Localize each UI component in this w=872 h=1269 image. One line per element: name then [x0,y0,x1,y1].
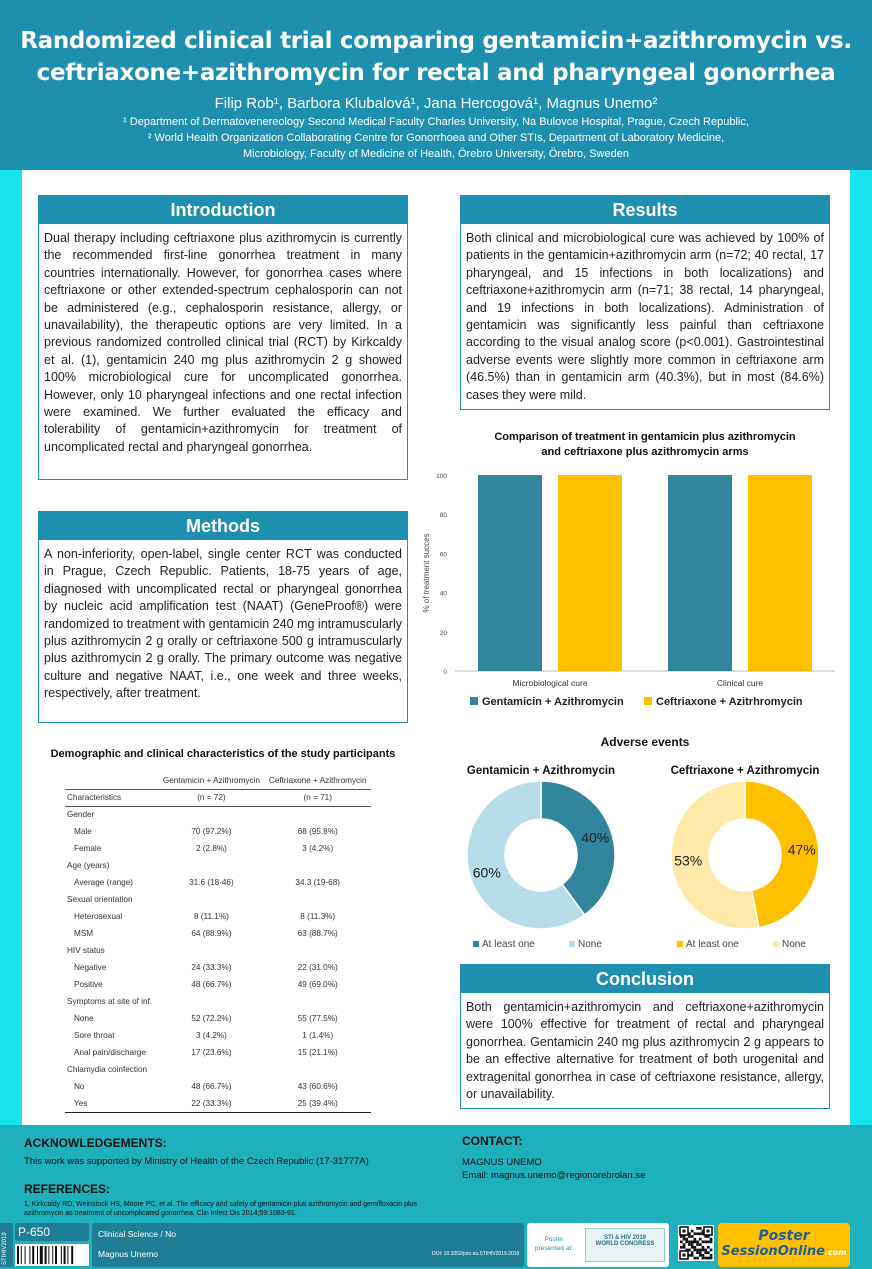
table-cell-label: Age (years) [67,861,110,870]
table-cell-gent: 3 (4.2%) [195,1031,227,1040]
barcode-bar [45,1246,47,1264]
donut-legend-label: At least one [686,939,739,950]
table-cell-label: None [74,1014,94,1023]
qr-module [710,1254,713,1257]
qr-module [699,1243,702,1246]
table-row [65,908,371,925]
table-cell-label: No [74,1082,85,1091]
table-row [65,857,371,874]
qr-module [707,1246,710,1249]
table-cell-ceft: 1 (1.4%) [302,1031,334,1040]
table-header-blank [65,772,158,789]
qr-module [710,1249,713,1252]
table-row [65,1078,371,1095]
qr-module [699,1232,702,1235]
table-cell-gent: 48 (66.7%) [191,980,232,989]
table-cell-gent: 52 (72.2%) [191,1014,232,1023]
congress-logo-line-2: WORLD CONGRESS [595,1241,655,1247]
donut-legend-label: None [578,939,602,950]
methods-text: A non-inferiority, open-label, single center RCT was conducted in Prague, Czech Republic. Patients, 18-75 years of age, diagnosed with uncomplicated rectal or pharyngeal gonorrhea by nucleic acid amplification test (NAAT) (GeneProof®) were randomized to treatment with gentamicin 240 mg intramuscularly plus azithromycin 2 g orally or ceftriaxone 500 g intramuscularly plus azithromycin 2 g orally. The primary outcome was negative culture and negative NAAT, i.e., one week and three weeks, respectively, after treatment. [44,547,402,701]
qr-module [702,1246,705,1249]
qr-module [696,1227,699,1230]
barcode-bar [29,1246,30,1264]
qr-module [699,1249,702,1252]
table-cell-ceft [264,806,371,823]
legend-label: Ceftriaxone + Azitrhromycin [656,696,803,708]
table-cell-gent [158,806,264,823]
acknowledgements-text: This work was supported by Ministry of Health of the Czech Republic (17-31777A) [24,1156,369,1167]
table-cell-gent [158,891,264,908]
table-cell-label: Female [74,844,102,853]
barcode-bar [21,1246,22,1264]
side-code: STIHIV2019 [2,1232,8,1265]
bar-ceftriaxone [748,475,812,671]
qr-module [704,1241,707,1244]
barcode-bar [71,1246,73,1264]
methods-heading: Methods [39,512,407,540]
table-header-gent: Gentamicin + Azithromycin [158,772,264,789]
qr-module [691,1243,694,1246]
donut-title: Gentamicin + Azithromycin [466,765,616,777]
table-cell-label: Positive [74,980,103,989]
table-cell-gent [158,993,264,1010]
donut-value-label: 47% [787,841,816,858]
barcode-bar [40,1246,43,1264]
table-row [65,1044,371,1061]
poster-title [0,0,872,89]
donut-legend-label: None [782,939,806,950]
qr-module [707,1251,710,1254]
table-row [65,959,371,976]
affiliation-1: ¹ Department of Dermatovenereology Second Medical Faculty Charles University, Na Bulovce Hospital, Prague, Czech Republic, [123,116,749,128]
barcode-bar [52,1246,53,1264]
qr-module [694,1232,697,1235]
table-cell-label: Chlamydia coinfection [67,1065,148,1074]
presented-at-label: Poster presented at: [535,1236,573,1252]
table-row [65,976,371,993]
barcode-bar [17,1246,19,1264]
table-cell-ceft: 15 (21.1%) [297,1048,338,1057]
qr-module [707,1241,710,1244]
affiliation-3: Microbiology, Faculty of Medicine of Health, Örebro University, Örebro, Sweden [243,148,629,160]
brand-line-2 [718,1244,850,1260]
introduction-text: Dual therapy including ceftriaxone plus azithromycin is currently the recommended first-line gonorrhea treatment in many countries internationally. However, for gonorrhea cases where ceftriaxone or other extended-spectrum cephalosporin can not be administered (e.g., cephalosporin resistance, allergy, or unavailability), the therapeutic options are very limited. In a previous randomized controlled clinical trial (RCT) by Kirkcaldy et al. (1), gentamicin 240 mg plus azithromycin 2 g showed 100% microbiological cure for uncomplicated gonorrhea. However, only 10 pharyngeal infections and one rectal infection were examined. We further evaluated the efficacy and tolerability of gentamicin+azithromycin for treatment of uncomplicated rectal and pharyngeal gonorrhea. [44,231,402,454]
table-cell-gent: 8 (11.1%) [193,912,229,921]
table-cell-label: Heterosexual [74,912,123,921]
table-row [65,891,371,908]
table-cell-ceft [264,857,371,874]
table-cell-gent: 17 (23.6%) [191,1048,232,1057]
donut-value-label: 53% [674,852,703,869]
donut-legend-swatch [569,941,575,947]
table-cell-ceft: 34.3 (19-68) [295,878,341,887]
affiliations [0,114,872,162]
barcode-bar [64,1246,66,1264]
references-text: 1. Kirkcaldy RD, Weinstock HS, Moore PC, et al. The efficacy and safety of gentamicin plus azithromycin and gemifloxacin plus azithromycin as treatment of uncomplicated gonorrhea. Clin Infect Dis 2014;59:1083-91. [24,1201,417,1217]
donut-legend-swatch [773,941,779,947]
table-cell-gent [158,857,264,874]
qr-module [699,1238,702,1241]
qr-module [704,1257,707,1260]
qr-module [710,1241,713,1244]
legend-swatch [470,697,478,705]
table-row [65,823,371,840]
qr-module [694,1257,697,1260]
table-cell-label: Symptoms at site of inf. [67,997,153,1006]
donut-title: Ceftriaxone + Azithromycin [670,765,820,777]
postersessiononline-logo[interactable] [718,1223,850,1267]
table-cell-label: MSM [74,929,94,938]
qr-module [691,1254,694,1257]
adverse-events-title: Adverse events [600,735,690,749]
table-cell-label: Yes [65,1095,158,1112]
barcode-icon [15,1244,89,1266]
bar-chart [415,465,845,715]
brand-name: SessionOnline [721,1244,825,1259]
qr-finder-center [683,1230,686,1233]
results-heading: Results [461,196,829,224]
qr-module [691,1235,694,1238]
qr-module [702,1241,705,1244]
qr-module [691,1230,694,1233]
table-cell-label: HIV status [67,946,105,955]
table-cell-gent: 31.6 (18-46) [189,878,234,887]
table-cell-gent: 2 (2.8%) [195,844,227,853]
author-list: Filip Rob¹, Barbora Klubalová¹, Jana Hercogová¹, Magnus Unemo² [214,95,658,112]
qr-module [680,1246,683,1249]
qr-module [694,1238,697,1241]
congress-logo [585,1228,665,1262]
table-cell-ceft: 63 (88.7%) [297,929,338,938]
qr-code-icon[interactable] [678,1225,714,1261]
donut-value-label: 40% [581,829,610,846]
y-tick-label: 60 [439,551,447,559]
qr-module [696,1241,699,1244]
qr-module [691,1241,694,1244]
contact-name: MAGNUS UNEMO [462,1157,542,1168]
affiliation-2: ² World Health Organization Collaborating Centre for Gonorrhoea and Other STIs, Department of Laboratory Medicine, [147,132,725,144]
table-cell-gent: 70 (97.2%) [191,827,232,836]
qr-module [680,1241,683,1244]
bar-ceftriaxone [558,475,622,671]
barcode-bar [25,1246,26,1264]
barcode-bar [61,1246,62,1264]
barcode-bar [67,1246,68,1264]
qr-module [685,1238,688,1241]
table-cell-gent: 64 (88.9%) [191,929,232,938]
table-cell-gent: (n = 72) [158,789,264,806]
table-cell-label: Gender [67,810,95,820]
congress-panel [527,1223,669,1267]
table-row [65,1027,371,1044]
bar-chart-title-text-1: Comparison of treatment in gentamicin plus azithromycin [494,431,796,443]
acknowledgements-heading: ACKNOWLEDGEMENTS: [24,1136,167,1150]
barcode-bar [32,1246,34,1264]
table-row [65,993,371,1010]
qr-module [685,1241,688,1244]
y-tick-label: 80 [439,512,447,520]
qr-module [696,1243,699,1246]
bar-chart-title [460,430,830,460]
x-tick-label: Clinical cure [716,678,764,688]
poster-id-badge: P-650 [15,1223,89,1241]
table-cell-ceft: 49 (69.0%) [297,980,338,989]
table-row [65,1095,371,1112]
qr-module [696,1249,699,1252]
introduction-section [38,195,408,480]
side-code-strip [0,1223,13,1267]
qr-module [696,1232,699,1235]
poster-doi: DOI: 10.3252/pso.eu.STIHIV2019.2019 [432,1251,520,1257]
y-tick-label: 0 [443,669,447,676]
title-line-1: Randomized clinical trial comparing gentamicin+azithromycin vs. [20,28,852,54]
conclusion-section [460,964,830,1109]
results-text: Both clinical and microbiological cure was achieved by 100% of patients in the gentamicin+azithromycin arm (n=72; 40 rectal, 17 pharyngeal, and 15 infections in both localizations) and ceftriaxone+azithromycin arm (n=71; 38 rectal, 14 pharyngeal, and 19 infections in both localizations). Administration of gentamicin was significantly less painful than ceftriaxone according to the visual analog score (p<0.001). Gastrointestinal adverse events were slightly more common in ceftriaxone arm (46.5%) than in gentamicin arm (40.3%), but in most (84.6%) cases they were mild. [466,231,824,402]
qr-module [683,1243,686,1246]
left-edge-strip [0,170,22,1125]
table-cell-label: Negative [74,963,107,972]
table-cell-gent: 22 (33.3%) [158,1095,264,1112]
table-cell-gent [158,1061,264,1078]
table-cell-gent: 24 (33.3%) [191,963,232,972]
poster-presenter: Magnus Unemo [98,1249,159,1259]
table-cell-label: Anal pain/discharge [74,1048,146,1057]
right-edge-strip [850,170,872,1125]
table-cell-ceft [264,942,371,959]
demographics-table [65,772,371,1113]
table-row [65,1010,371,1027]
results-section [460,195,830,410]
barcode-background [15,1244,89,1266]
qr-module [688,1243,691,1246]
qr-module [694,1249,697,1252]
table-cell-label: Sexual orientation [67,895,133,904]
donut-value-label: 60% [472,864,501,881]
table-row [65,1061,371,1078]
donut-legend-label: At least one [482,939,535,950]
qr-module [696,1257,699,1260]
qr-module [694,1241,697,1244]
congress-logo-line-1: STI & HIV 2019 [603,1235,647,1241]
poster-category: Clinical Science / No [98,1229,176,1239]
contact-heading: CONTACT: [462,1134,523,1148]
table-row [65,942,371,959]
table-cell-ceft: 25 (39.4%) [264,1095,371,1112]
table-row [65,789,371,806]
donut-legend-swatch [473,941,479,947]
table-cell-label: Average (range) [74,878,134,887]
barcode-bar [37,1246,38,1264]
qr-finder-center [707,1230,710,1233]
qr-module [691,1251,694,1254]
qr-module [707,1257,710,1260]
brand-suffix: .com [824,1248,847,1257]
table-header-row [65,772,371,789]
table-cell-label: Characteristics [65,789,158,806]
barcode-bar [48,1246,49,1264]
qr-module [702,1257,705,1260]
table-cell-ceft: 3 (4.2%) [302,844,334,853]
table-row [65,806,371,823]
table-cell-label: Sore throat [74,1031,115,1040]
barcode-bar [55,1246,57,1264]
qr-module [710,1257,713,1260]
qr-finder-center [683,1254,686,1257]
table-caption: Demographic and clinical characteristics of the study participants [50,748,396,760]
table-row [65,874,371,891]
y-axis-label: % of treatment succes [422,533,431,613]
table-cell-ceft: (n = 71) [264,789,371,806]
poster-footer [0,1125,872,1269]
introduction-heading: Introduction [39,196,407,224]
table-row [65,925,371,942]
qr-module [704,1249,707,1252]
legend-label: Gentamicin + Azithromycin [482,696,624,708]
qr-module [699,1254,702,1257]
table-cell-gent [158,942,264,959]
table-cell-ceft: 68 (95.8%) [297,827,338,836]
bar-gentamicin [478,475,542,671]
references-heading: REFERENCES: [24,1182,111,1196]
table-cell-ceft: 8 (11.3%) [300,912,336,921]
poster-header [0,0,872,170]
qr-module [710,1238,713,1241]
legend-swatch [644,697,652,705]
y-tick-label: 40 [439,590,447,598]
table-header-ceft: Ceftriaxone + Azithromycin [264,772,371,789]
qr-module [683,1238,686,1241]
methods-section [38,511,408,723]
table-cell-gent: 48 (66.7%) [191,1082,232,1091]
bar-chart-title-text-2: and ceftriaxone plus azithromycin arms [541,446,749,458]
qr-module [702,1249,705,1252]
table-cell-ceft [264,891,371,908]
adverse-events-charts [455,755,845,955]
qr-module [704,1251,707,1254]
table-cell-ceft: 55 (77.5%) [297,1014,338,1023]
table-cell-ceft [264,993,371,1010]
bar-gentamicin [668,475,732,671]
y-tick-label: 20 [439,629,447,637]
qr-module [699,1227,702,1230]
conclusion-text: Both gentamicin+azithromycin and ceftriaxone+azithromycin were 100% effective for treatment of rectal and pharyngeal gonorrhea. Gentamicin 240 mg plus azithromycin 2 g appears to be an effective alternative for treatment of both urogenital and extragenital gonorrhea in case of ceftriaxone resistance, allergy, or unavailability. [466,1000,824,1102]
conclusion-heading: Conclusion [461,965,829,993]
y-tick-label: 100 [436,473,447,480]
title-line-2: ceftriaxone+azithromycin for rectal and pharyngeal gonorrhea [36,60,836,86]
table-cell-ceft [264,1061,371,1078]
qr-module [683,1246,686,1249]
qr-module [694,1246,697,1249]
table-cell-label: Male [74,827,92,836]
poster-info-bar [92,1223,524,1267]
table-row [65,840,371,857]
qr-module [691,1246,694,1249]
contact-email[interactable]: Email: magnus.unemo@regionorebrolan.se [462,1170,646,1181]
qr-module [696,1251,699,1254]
qr-module [702,1254,705,1257]
donut-legend-swatch [677,941,683,947]
table-cell-ceft: 43 (60.6%) [297,1082,338,1091]
qr-module [688,1241,691,1244]
qr-module [699,1251,702,1254]
table-cell-ceft: 22 (31.0%) [297,963,338,972]
x-tick-label: Microbiological cure [512,678,588,688]
brand-line-1: Poster [758,1228,810,1244]
